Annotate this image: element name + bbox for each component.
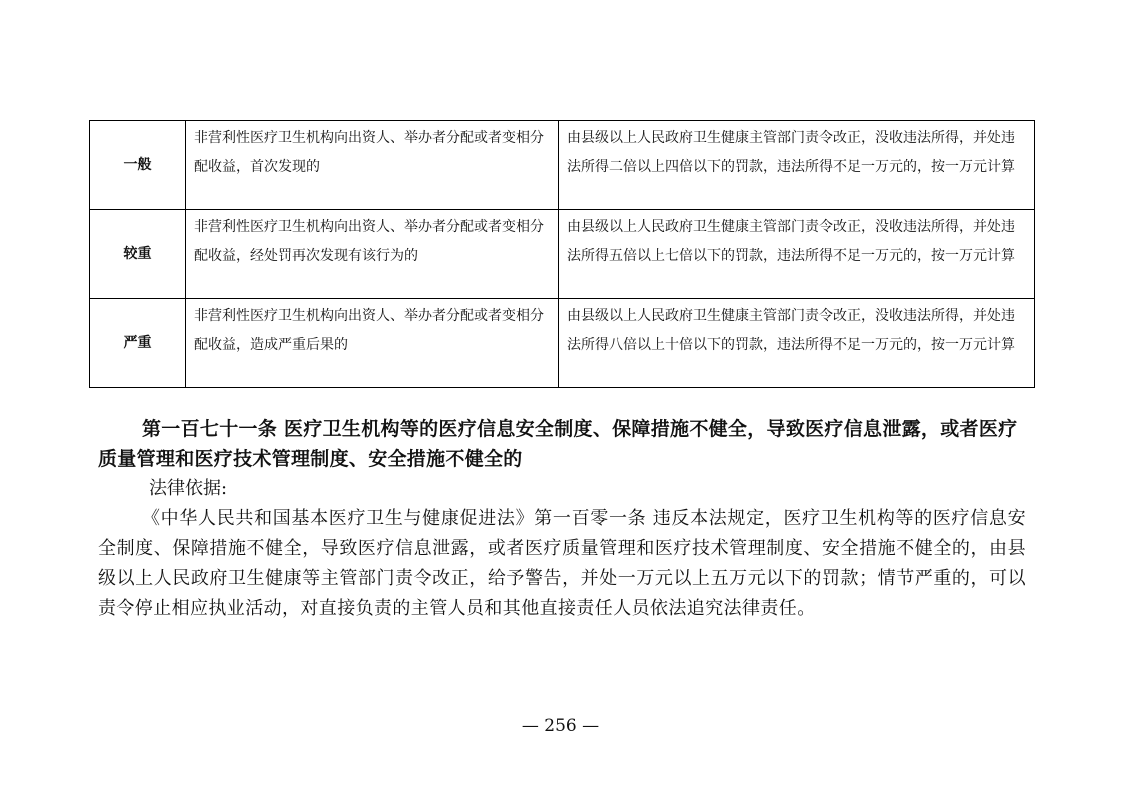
legal-basis-label: 法律依据: xyxy=(149,478,228,499)
severity-level-cell xyxy=(90,121,186,210)
article-heading: 第一百七十一条 医疗卫生机构等的医疗信息安全制度、保障措施不健全，导致医疗信息泄露，或者医疗质量管理和医疗技术管理制度、安全措施不健全的 xyxy=(98,418,1018,470)
article-section xyxy=(98,414,1026,624)
table-row xyxy=(90,210,1035,299)
circumstance-text: 非营利性医疗卫生机构向出资人、举办者分配或者变相分配收益，造成严重后果的 xyxy=(194,308,544,353)
legal-basis-text: 《中华人民共和国基本医疗卫生与健康促进法》第一百零一条 违反本法规定，医疗卫生机构等的医疗信息安全制度、保障措施不健全，导致医疗信息泄露，或者医疗质量管理和医疗技术管理制度、安全措施不健全的，由县级以上人民政府卫生健康等主管部门责令改正，给予警告，并处一万元以上五万元以下的罚款；情节严重的，可以责令停止相应执业活动，对直接负责的主管人员和其他直接责任人员依法追究法律责任。 xyxy=(98,508,1026,619)
penalty-text: 由县级以上人民政府卫生健康主管部门责令改正，没收违法所得，并处违法所得八倍以上十倍以下的罚款，违法所得不足一万元的，按一万元计算 xyxy=(567,308,1015,353)
table-row xyxy=(90,121,1035,210)
table-row xyxy=(90,299,1035,388)
penalty-text: 由县级以上人民政府卫生健康主管部门责令改正，没收违法所得，并处违法所得五倍以上七倍以下的罚款，违法所得不足一万元的，按一万元计算 xyxy=(567,219,1015,264)
severity-level-label: 一般 xyxy=(123,156,152,173)
circumstance-cell xyxy=(186,299,559,388)
page-number: — 256 — xyxy=(521,716,600,736)
severity-level-cell xyxy=(90,210,186,299)
severity-level-label: 较重 xyxy=(123,245,152,262)
circumstance-text: 非营利性医疗卫生机构向出资人、举办者分配或者变相分配收益，首次发现的 xyxy=(194,130,544,175)
penalty-cell xyxy=(559,121,1035,210)
penalty-cell xyxy=(559,210,1035,299)
penalty-cell xyxy=(559,299,1035,388)
circumstance-cell xyxy=(186,210,559,299)
severity-level-cell xyxy=(90,299,186,388)
penalty-standard-table xyxy=(89,120,1035,388)
circumstance-cell xyxy=(186,121,559,210)
severity-level-label: 严重 xyxy=(123,334,152,351)
penalty-text: 由县级以上人民政府卫生健康主管部门责令改正，没收违法所得，并处违法所得二倍以上四倍以下的罚款，违法所得不足一万元的，按一万元计算 xyxy=(567,130,1015,175)
circumstance-text: 非营利性医疗卫生机构向出资人、举办者分配或者变相分配收益，经处罚再次发现有该行为的 xyxy=(194,219,544,264)
